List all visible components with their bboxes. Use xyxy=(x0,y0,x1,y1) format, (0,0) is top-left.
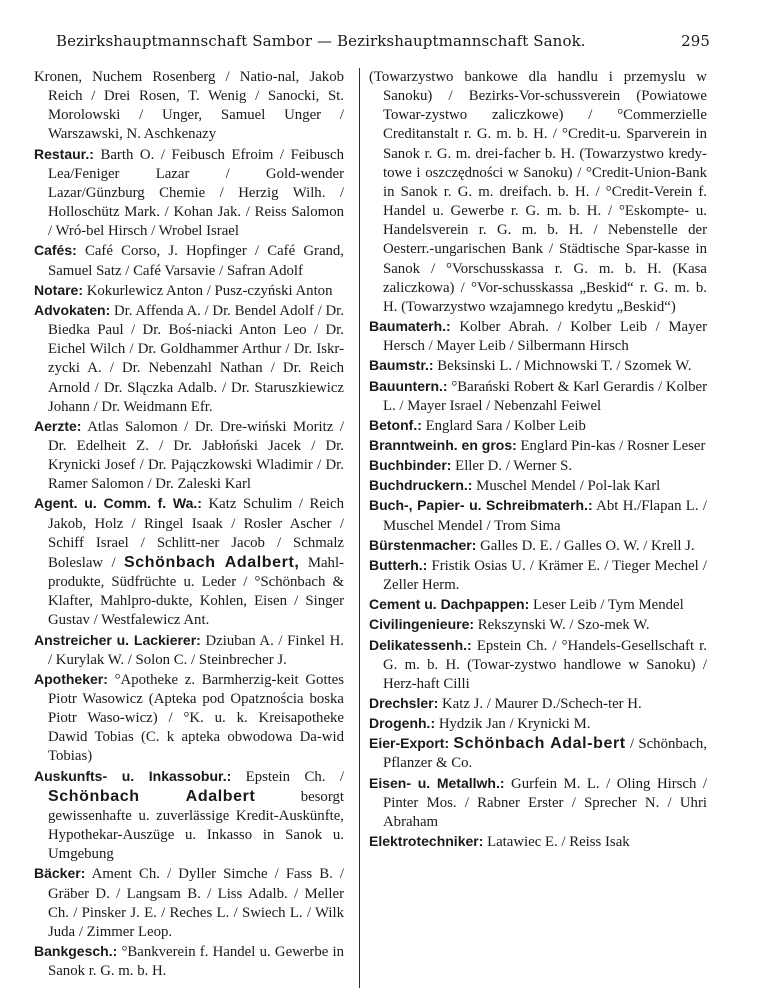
entry-text-continued: besorgt gewissenhafte u. zuverlässige Kredit-Auskünfte, Hypothekar-Auszüge u. Inkasso in Sanok u. Umgebung xyxy=(48,788,344,863)
entry-heading: Eisen- u. Metallwh.: xyxy=(369,774,505,791)
directory-entry xyxy=(34,670,344,767)
directory-entry xyxy=(369,436,707,456)
entry-text: Muschel Mendel / Pol-lak Karl xyxy=(476,478,661,495)
highlighted-name: Schönbach Adalbert xyxy=(48,787,256,805)
directory-entry xyxy=(369,536,707,556)
directory-entry xyxy=(369,476,707,496)
directory-entry xyxy=(369,734,707,773)
entry-text: Epstein Ch. / °Handels-Gesellschaft r. G. m. b. H. (Towar-zystwo handlowe w Sanoku) / Herz-haft Cilli xyxy=(383,637,707,692)
header-title: Bezirkshauptmannschaft Sambor — Bezirkshauptmannschaft Sanok. xyxy=(56,32,586,50)
entry-text: Dziuban A. / Finkel H. / Kurylak W. / Solon C. / Steinbrecher J. xyxy=(48,632,344,668)
entry-heading: Elektrotechniker: xyxy=(369,833,484,850)
directory-entry xyxy=(34,145,344,242)
directory-entry xyxy=(369,714,707,734)
directory-entry xyxy=(369,636,707,694)
highlighted-name: Schönbach Adalbert, xyxy=(123,553,300,571)
highlighted-name: Schönbach Adal-bert xyxy=(453,735,626,753)
entry-text-continued: Mahl-produkte, Südfrüchte u. Leder / °Schönbach & Klafter, Mahlpro-dukte, Kohlen, Eisen / Singer Gustav / Westfalewicz Ant. xyxy=(48,554,344,629)
entry-heading: Baumstr.: xyxy=(369,357,434,374)
directory-entry xyxy=(34,417,344,495)
directory-entry xyxy=(34,494,344,630)
entry-heading: Bankgesch.: xyxy=(34,943,118,960)
entry-text: Atlas Salomon / Dr. Dre-wiński Moritz / Dr. Edelheit Z. / Dr. Jabłoński Jacek / Dr. Krynicki Josef / Dr. Pajączkowski Wladimir / Dr. Ramer Salomon / Dr. Zaleski Karl xyxy=(48,418,344,493)
entry-heading: Aerzte: xyxy=(34,417,82,434)
directory-entry xyxy=(369,356,707,376)
entry-heading: Buchdruckern.: xyxy=(369,477,473,494)
entry-text: Hydzik Jan / Krynicki M. xyxy=(438,716,591,733)
entry-heading: Buchbinder: xyxy=(369,457,452,474)
directory-entry xyxy=(34,68,344,145)
entry-text: Ament Ch. / Dyller Simche / Fass B. / Gräber D. / Langsam B. / Liss Adalb. / Meller Ch. / Pinsker J. E. / Reches L. / Swiech L. / Wilk Juda / Zimmer Leop. xyxy=(48,866,345,940)
directory-entry xyxy=(369,416,707,436)
entry-text: Katz J. / Maurer D./Schech-ter H. xyxy=(441,696,642,712)
entry-heading: Baumaterh.: xyxy=(369,318,451,335)
entry-heading: Delikatessenh.: xyxy=(369,636,472,653)
entry-text: Café Corso, J. Hopfinger / Café Grand, Samuel Satz / Café Varsavie / Safran Adolf xyxy=(48,243,345,279)
entry-heading: Restaur.: xyxy=(34,145,94,162)
entry-heading: Branntweinh. en gros: xyxy=(369,436,517,453)
directory-entry xyxy=(34,301,344,417)
entry-heading: Drechsler: xyxy=(369,695,439,711)
entry-text: Epstein Ch. / xyxy=(245,768,344,785)
entry-text: Englard Pin-kas / Rosner Leser xyxy=(520,437,706,454)
directory-entry xyxy=(369,694,707,714)
entry-text: Kokurlewicz Anton / Pusz-czyński Anton xyxy=(86,282,333,299)
directory-entry xyxy=(34,767,344,865)
entry-heading: Bauuntern.: xyxy=(369,377,448,394)
entry-text: °Bankverein f. Handel u. Gewerbe in Sanok r. G. m. b. H. xyxy=(48,944,345,980)
entry-text: Kolber Abrah. / Kolber Leib / Mayer Hersch / Mayer Leib / Silbermann Hirsch xyxy=(383,319,707,355)
entry-text: Latawiec E. / Reiss Isak xyxy=(487,834,630,851)
directory-entry xyxy=(34,241,344,280)
entry-text: Fristik Osias U. / Krämer E. / Tieger Mechel / Zeller Herm. xyxy=(383,557,708,594)
entry-text: Beksinski L. / Michnowski T. / Szomek W. xyxy=(437,358,692,375)
entry-heading: Bürstenmacher: xyxy=(369,536,477,553)
entry-text: Gurfein M. L. / Oling Hirsch / Pinter Mos. / Rabner Erster / Sprecher N. / Uhri Abraham xyxy=(383,775,707,830)
entry-heading: Advokaten: xyxy=(34,301,111,318)
entry-heading: Auskunfts- u. Inkassobur.: xyxy=(34,767,232,784)
page-number: 295 xyxy=(681,32,710,50)
right-column xyxy=(369,68,707,852)
entry-text: (Towarzystwo bankowe dla handlu i przemyslu w Sanoku) / Bezirks-Vor-schussverein (Powiatowe Towar-zystwo zaliczkowe) / °Commerzielle Creditanstalt r. G. m. b. H. / °Credit-u. Sparverein in Sanok r. G. m. drei-facher b. H. (Towarzystwo kredy-towe i oszczędności w Sanoku) / °Credit-Union-Bank in Sanok r. G. m. dreifach. b. H. / °Credit-Verein f. Handel u. Gewerbe r. G. m. b. H. / °Eskompte- u. Handelsverein r. G. m. b. H. / Nebenstelle der Oesterr.-ungarischen Bank / Städtische Spar-kasse in Sanok / °Vorschusskassa r. G. m. b. H. (Kasa zaliczkowa) / °Vor-schusskassa „Beskid“ r. G. m. b. H. (Towarzystwo wzajamnego kredytu „Beskid“) xyxy=(369,69,707,315)
entry-heading: Bäcker: xyxy=(34,865,86,882)
directory-entry xyxy=(34,631,344,670)
directory-entry xyxy=(34,281,344,301)
directory-entry xyxy=(369,595,707,615)
column-divider xyxy=(359,68,360,988)
directory-entry xyxy=(369,496,707,535)
entry-text: Abt H./Flapan L. / Muschel Mendel / Trom Sima xyxy=(383,498,707,534)
entry-text: Rekszynski W. / Szo-mek W. xyxy=(477,617,650,634)
left-column xyxy=(34,68,344,981)
entry-text: °Apotheke z. Barmherzig-keit Gottes Piotr Wasowicz (Apteka pod Opatznościa boska Piotr Waso-wicz) / °K. u. k. Kreisapotheke Dawid Tobias (C. k apteka obwodowa Da-wid Tobias) xyxy=(48,671,344,765)
entry-heading: Cafés: xyxy=(34,242,77,259)
directory-entry xyxy=(369,317,707,356)
directory-entry xyxy=(369,615,707,635)
entry-text: Englard Sara / Kolber Leib xyxy=(425,417,586,434)
entry-text: °Barański Robert & Karl Gerardis / Kolber L. / Mayer Israel / Nebenzahl Feiwel xyxy=(383,378,708,414)
entry-text: Eller D. / Werner S. xyxy=(455,458,573,475)
directory-entry xyxy=(369,774,707,832)
directory-entry xyxy=(369,556,707,595)
entry-heading: Cement u. Dachpappen: xyxy=(369,596,530,613)
directory-entry xyxy=(369,68,707,317)
entry-heading: Butterh.: xyxy=(369,556,428,573)
entry-text: Galles D. E. / Galles O. W. / Krell J. xyxy=(480,537,695,554)
entry-text: Barth O. / Feibusch Efroim / Feibusch Lea/Feniger Lazar / Gold-wender Lazar/Günzburg Chemie / Herzig Wilh. / Holloschütz Mark. / Kohan Jak. / Reiss Salomon / Wró-bel Hirsch / Wrobel Israel xyxy=(48,146,344,240)
directory-entry xyxy=(34,864,344,942)
entry-text: Katz Schulim / Reich Jakob, Holz / Ringel Isaak / Rosler Ascher / Schiff Israel / Schlitt-ner Jacob / Schmalz Boleslaw / xyxy=(48,496,344,571)
entry-heading: Buch-, Papier- u. Schreibmaterh.: xyxy=(369,497,593,514)
entry-text: Leser Leib / Tym Mendel xyxy=(532,597,684,614)
directory-entry xyxy=(34,942,344,981)
directory-entry xyxy=(369,832,707,852)
directory-entry xyxy=(369,377,707,416)
entry-text: Dr. Affenda A. / Dr. Bendel Adolf / Dr. Biedka Paul / Dr. Boś-niacki Anton Leo / Dr. Eichel Wilch / Dr. Goldhammer Arthur / Dr. Iskr-zycki A. / Dr. Nebenzahl Nathan / Dr. Reich Arnold / Dr. Slączka Adalb. / Dr. Staruszkiewicz Johann / Dr. Weidmann Efr. xyxy=(48,302,344,415)
entry-heading: Anstreicher u. Lackierer: xyxy=(34,631,201,648)
directory-entry xyxy=(369,456,707,476)
entry-heading: Civilingenieure: xyxy=(369,616,475,633)
entry-heading: Agent. u. Comm. f. Wa.: xyxy=(34,495,202,512)
entry-heading: Apotheker: xyxy=(34,670,108,687)
entry-heading: Betonf.: xyxy=(369,416,422,433)
entry-text-continued: / Schönbach, Pflanzer & Co. xyxy=(383,736,707,772)
entry-text: Kronen, Nuchem Rosenberg / Natio-nal, Jakob Reich / Drei Rosen, T. Wenig / Sanocki, St. Morolowski / Unger, Samuel Unger / Warszawski, N. Aschkenazy xyxy=(34,69,344,143)
entry-heading: Eier-Export: xyxy=(369,735,450,752)
entry-heading: Drogenh.: xyxy=(369,715,436,732)
entry-heading: Notare: xyxy=(34,281,84,298)
